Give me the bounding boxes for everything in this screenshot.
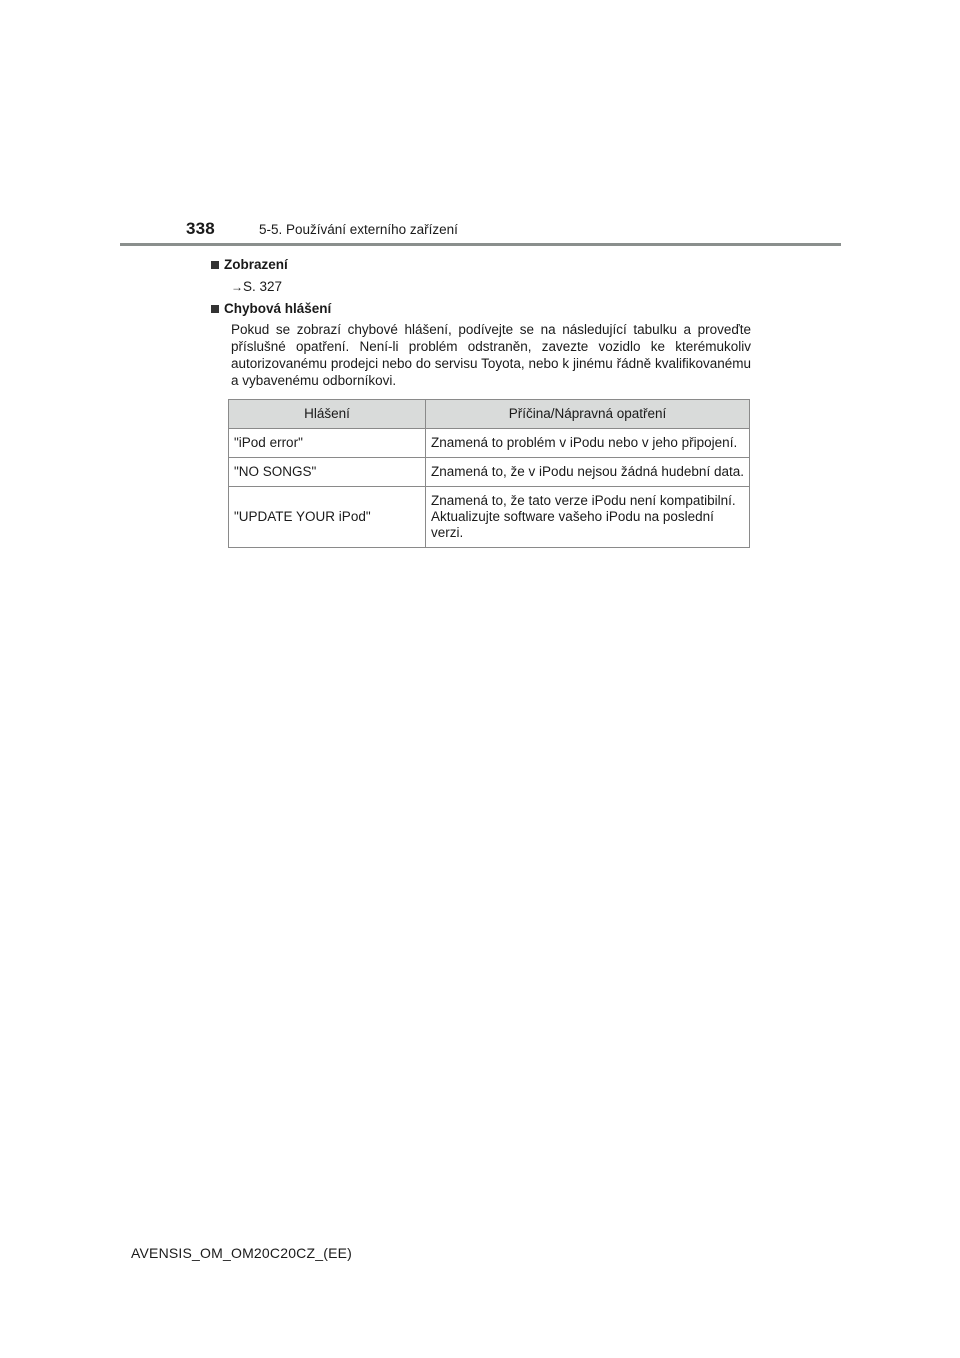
cause-cell: Znamená to problém v iPodu nebo v jeho připojení.	[426, 429, 750, 458]
header-divider	[120, 243, 841, 246]
square-bullet-icon	[211, 305, 219, 313]
errors-paragraph: Pokud se zobrazí chybové hlášení, podívejte se na následující tabulku a proveďte příslušné opatření. Není-li problém odstraněn, zavezte vozidlo ke kterémukoliv autorizovanému prodejci nebo do servisu Toyota, nebo k jinému řádně kvalifikovanému a vybavenému odborníkovi.	[231, 322, 751, 388]
page-reference[interactable]	[231, 279, 751, 295]
error-messages-table	[228, 399, 750, 548]
cause-cell: Znamená to, že v iPodu nejsou žádná hudební data.	[426, 458, 750, 487]
table-row	[229, 458, 750, 487]
display-heading-label: Zobrazení	[224, 257, 288, 272]
main-content	[211, 254, 751, 389]
column-header-cause: Příčina/Nápravná opatření	[426, 400, 750, 429]
display-heading	[211, 257, 751, 273]
document-code: AVENSIS_OM_OM20C20CZ_(EE)	[131, 1245, 353, 1261]
page-number: 338	[186, 219, 215, 238]
message-cell: "iPod error"	[229, 429, 426, 458]
message-cell: "UPDATE YOUR iPod"	[229, 487, 426, 548]
arrow-right-icon: →	[231, 280, 243, 294]
cause-cell: Znamená to, že tato verze iPodu není kompatibilní. Aktualizujte software vašeho iPodu na poslední verzi.	[426, 487, 750, 548]
table-row	[229, 487, 750, 548]
errors-heading	[211, 301, 751, 317]
column-header-message: Hlášení	[229, 400, 426, 429]
section-title: 5-5. Používání externího zařízení	[259, 222, 458, 237]
errors-heading-label: Chybová hlášení	[224, 301, 332, 316]
message-cell: "NO SONGS"	[229, 458, 426, 487]
square-bullet-icon	[211, 261, 219, 269]
table-row	[229, 429, 750, 458]
page-reference-label: S. 327	[243, 279, 283, 294]
table-header-row	[229, 400, 750, 429]
